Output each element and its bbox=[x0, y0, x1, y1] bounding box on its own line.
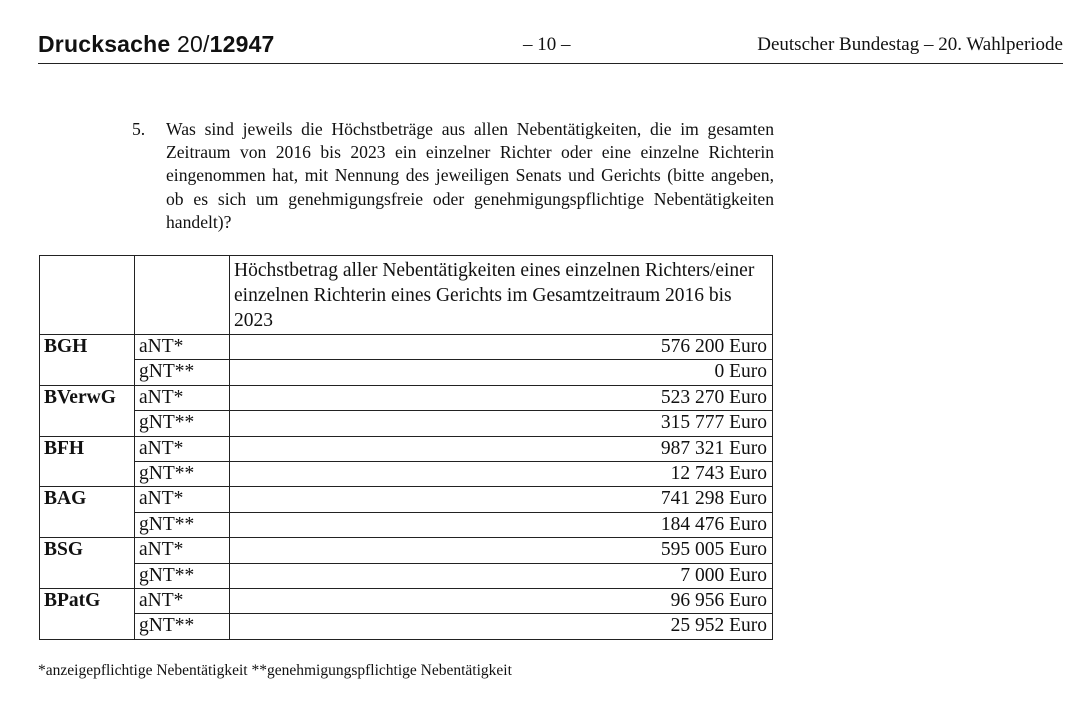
activity-type-cell: gNT** bbox=[135, 512, 230, 537]
question-number: 5. bbox=[132, 119, 146, 139]
amount-cell: 315 777 Euro bbox=[230, 411, 773, 436]
page-number: – 10 – bbox=[523, 34, 571, 55]
court-name: BVerwG bbox=[40, 385, 135, 410]
table-row bbox=[40, 461, 773, 486]
amount-cell: 523 270 Euro bbox=[230, 385, 773, 410]
court-name: BPatG bbox=[40, 588, 135, 613]
activity-type-cell: aNT* bbox=[135, 335, 230, 360]
activity-type-cell: aNT* bbox=[135, 436, 230, 461]
amount-cell: 12 743 Euro bbox=[230, 461, 773, 486]
table-row bbox=[40, 411, 773, 436]
court-name-continuation bbox=[40, 360, 135, 385]
table-row bbox=[40, 335, 773, 360]
court-name: BSG bbox=[40, 538, 135, 563]
table-row bbox=[40, 512, 773, 537]
question-block bbox=[132, 118, 774, 234]
amount-cell: 0 Euro bbox=[230, 360, 773, 385]
court-name-continuation bbox=[40, 411, 135, 436]
amounts-table bbox=[39, 255, 773, 640]
activity-type-cell: aNT* bbox=[135, 487, 230, 512]
amount-cell: 25 952 Euro bbox=[230, 614, 773, 639]
table-row bbox=[40, 385, 773, 410]
activity-type-cell: gNT** bbox=[135, 614, 230, 639]
court-name: BGH bbox=[40, 335, 135, 360]
activity-type-cell: aNT* bbox=[135, 588, 230, 613]
court-name-continuation bbox=[40, 461, 135, 486]
court-name: BFH bbox=[40, 436, 135, 461]
document-number-prefix: 20/ bbox=[170, 31, 210, 57]
table-header-empty-court bbox=[40, 256, 135, 335]
document-label: Drucksache bbox=[38, 31, 171, 57]
parliament-label: Deutscher Bundestag – 20. Wahlperiode bbox=[757, 34, 1063, 55]
amount-cell: 184 476 Euro bbox=[230, 512, 773, 537]
document-number-main: 12947 bbox=[209, 31, 275, 57]
table-header-row bbox=[40, 256, 773, 335]
amount-cell: 7 000 Euro bbox=[230, 563, 773, 588]
activity-type-cell: gNT** bbox=[135, 563, 230, 588]
page-header bbox=[38, 31, 1063, 64]
amount-cell: 595 005 Euro bbox=[230, 538, 773, 563]
table-row bbox=[40, 360, 773, 385]
table-header-empty-type bbox=[135, 256, 230, 335]
court-name-continuation bbox=[40, 563, 135, 588]
court-name: BAG bbox=[40, 487, 135, 512]
table-row bbox=[40, 614, 773, 639]
amount-cell: 987 321 Euro bbox=[230, 436, 773, 461]
amount-cell: 576 200 Euro bbox=[230, 335, 773, 360]
table-row bbox=[40, 538, 773, 563]
table-row bbox=[40, 436, 773, 461]
activity-type-cell: aNT* bbox=[135, 538, 230, 563]
activity-type-cell: aNT* bbox=[135, 385, 230, 410]
table-row bbox=[40, 487, 773, 512]
table-row bbox=[40, 588, 773, 613]
footnote: *anzeigepflichtige Nebentätigkeit **genehmigungspflichtige Nebentätigkeit bbox=[38, 662, 512, 679]
table-row bbox=[40, 563, 773, 588]
question-text: Was sind jeweils die Höchstbeträge aus allen Nebentätigkeiten, die im gesamten Zeitraum von 2016 bis 2023 ein einzelner Richter oder eine einzelne Richterin eingenommen hat, mit Nennung des jeweiligen Senats und Gerichts (bitte angeben, ob es sich um genehmigungsfreie oder genehmigungspflichtige Nebentätigkeiten handelt)? bbox=[166, 119, 774, 232]
activity-type-cell: gNT** bbox=[135, 461, 230, 486]
court-name-continuation bbox=[40, 512, 135, 537]
amount-cell: 741 298 Euro bbox=[230, 487, 773, 512]
court-name-continuation bbox=[40, 614, 135, 639]
document-number bbox=[38, 31, 275, 58]
activity-type-cell: gNT** bbox=[135, 360, 230, 385]
amount-cell: 96 956 Euro bbox=[230, 588, 773, 613]
table-column-header: Höchstbetrag aller Nebentätigkeiten eines einzelnen Richters/einer einzelnen Richterin eines Gerichts im Gesamtzeitraum 2016 bis 2023 bbox=[230, 256, 773, 335]
activity-type-cell: gNT** bbox=[135, 411, 230, 436]
